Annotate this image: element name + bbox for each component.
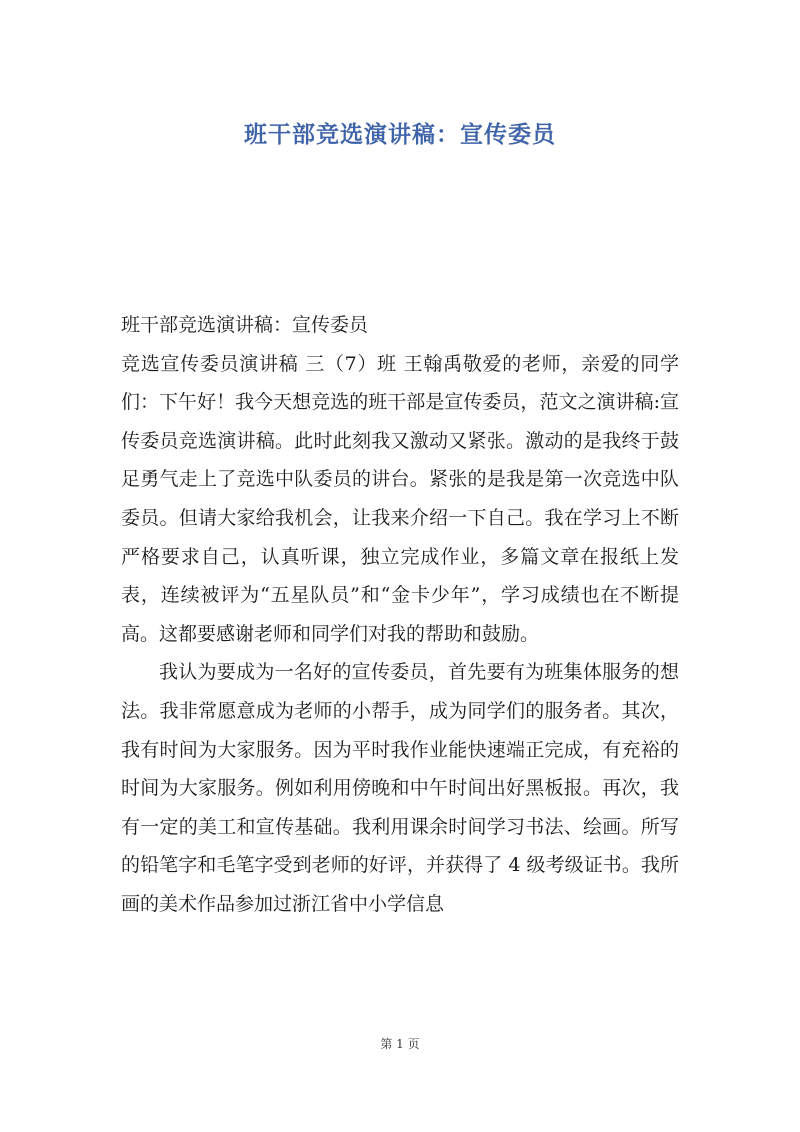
body-paragraph-2: 我认为要成为一名好的宣传委员，首先要有为班集体服务的想法。我非常愿意成为老师的小帮手，成为同学们的服务者。其次，我有时间为大家服务。因为平时我作业能快速端正完成，有充裕的时间为大家服务。例如利用傍晚和中午时间出好黑板报。再次，我有一定的美工和宣传基础。我利用课余时间学习书法、绘画。所写的铅笔字和毛笔字受到老师的好评，并获得了 4 级考级证书。我所画的美术作品参加过浙江省中小学信息 — [121, 661, 679, 915]
body-paragraph-1: 竞选宣传委员演讲稿 三（7）班 王翰禹敬爱的老师，亲爱的同学们：下午好！我今天想竞选的班干部是宣传委员，范文之演讲稿:宣传委员竞选演讲稿。此时此刻我又激动又紧张。激动的是我终于鼓足勇气走上了竞选中队委员的讲台。紧张的是我是第一次竞选中队委员。但请大家给我机会，让我来介绍一下自己。我在学习上不断严格要求自己，认真听课，独立完成作业，多篇文章在报纸上发表，连续被评为“五星队员”和“金卡少年”，学习成绩也在不断提高。这都要感谢老师和同学们对我的帮助和鼓励。 — [121, 352, 679, 645]
page-number: 第 1 页 — [380, 1037, 420, 1051]
document-body — [121, 306, 679, 924]
document-title: 班干部竞选演讲稿：宣传委员 — [244, 122, 556, 148]
subtitle-paragraph: 班干部竞选演讲稿：宣传委员 — [121, 314, 369, 336]
